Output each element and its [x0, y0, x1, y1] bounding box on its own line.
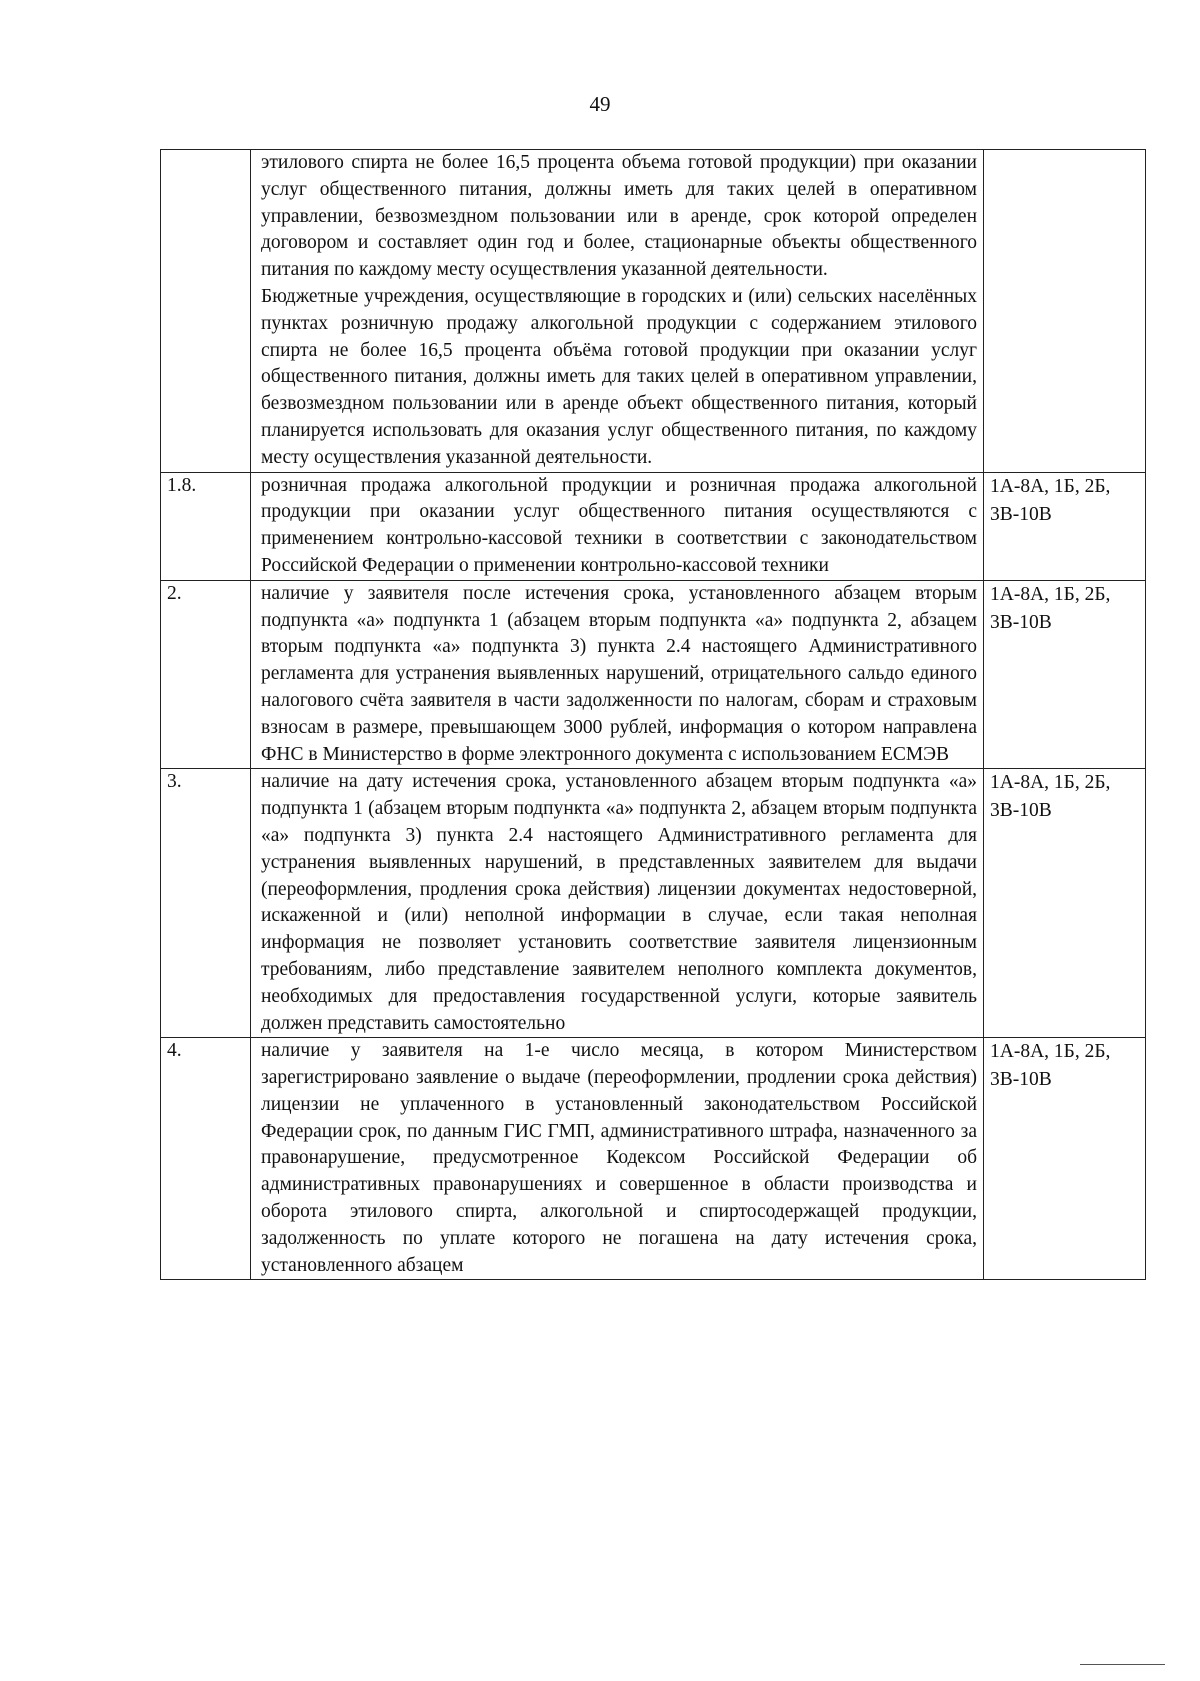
page-number: 49: [589, 92, 611, 116]
requirements-table: [160, 149, 1146, 1280]
row-codes-cell: [984, 472, 1146, 580]
row-code: 3В-10В: [990, 503, 1052, 525]
row-codes-cell: [984, 769, 1146, 1038]
row-code: 3В-10В: [990, 800, 1052, 822]
row-number-cell: [161, 150, 251, 473]
row-code: 3В-10В: [990, 611, 1052, 633]
row-text-cell: [251, 150, 984, 473]
table-row: [161, 472, 1146, 580]
row-code: 1А-8А, 1Б, 2Б,: [990, 772, 1111, 794]
table-body: [161, 150, 1146, 1280]
row-codes-cell: [984, 1038, 1146, 1280]
row-paragraph: этилового спирта не более 16,5 процента объема готовой продукции) при оказании услуг общественного питания, должны иметь для таких целей в оперативном управлении, безвозмездном пользовании или в аренде, срок которой определен договором и составляет один год и более, стационарные объекты общественного питания по каждому месту осуществления указанной деятельности.: [261, 152, 977, 281]
row-codes-cell: [984, 580, 1146, 769]
table-row: [161, 580, 1146, 769]
row-number-cell: [161, 580, 251, 769]
row-code: 1А-8А, 1Б, 2Б,: [990, 1041, 1111, 1063]
row-paragraph: наличие у заявителя после истечения срока, установленного абзацем вторым подпункта «а» подпункта 1 (абзацем вторым подпункта «а» подпункта 2, абзацем вторым подпункта «а» подпункта 3) пункта 2.4 настоящего Административного регламента для устранения выявленных нарушений, отрицательного сальдо единого налогового счёта заявителя в части задолженности по налогам, сборам и страховым взносам в размере, превышающем 3000 рублей, информация о котором направлена ФНС в Министерство в форме электронного документа с использованием ЕСМЭВ: [261, 582, 977, 765]
row-text-cell: [251, 472, 984, 580]
row-number: 2.: [167, 582, 182, 604]
row-text-cell: [251, 769, 984, 1038]
table-row: [161, 769, 1146, 1038]
footer-rule: [1080, 1664, 1165, 1665]
row-code: 1А-8А, 1Б, 2Б,: [990, 583, 1111, 605]
row-codes-cell: [984, 150, 1146, 473]
row-number: 4.: [167, 1040, 182, 1062]
row-number: 3.: [167, 771, 182, 793]
row-paragraph: наличие на дату истечения срока, установленного абзацем вторым подпункта «а» подпункта 1 (абзацем вторым подпункта «а» подпункта 2, абзацем вторым подпункта «а» подпункта 3) пункта 2.4 настоящего Административного регламента для устранения выявленных нарушений, в представленных заявителем для выдачи (переоформления, продления срока действия) лицензии документах недостоверной, искаженной и (или) неполной информации в случае, если такая неполная информация не позволяет установить соответствие заявителя лицензионным требованиям, либо представление заявителем неполного комплекта документов, необходимых для предоставления государственной услуги, которые заявитель должен представить самостоятельно: [261, 771, 977, 1034]
row-number-cell: [161, 472, 251, 580]
row-text-cell: [251, 580, 984, 769]
row-number: 1.8.: [167, 474, 197, 496]
row-paragraph: Бюджетные учреждения, осуществляющие в городских и (или) сельских населённых пунктах розничную продажу алкогольной продукции с содержанием этилового спирта не более 16,5 процента объёма готовой продукции при оказании услуг общественного питания, должны иметь для таких целей в оперативном управлении, безвозмездном пользовании или в аренде объект общественного питания, который планируется использовать для оказания услуг общественного питания, по каждому месту осуществления указанной деятельности.: [261, 285, 977, 468]
row-code: 1А-8А, 1Б, 2Б,: [990, 475, 1111, 497]
row-text-cell: [251, 1038, 984, 1280]
row-code: 3В-10В: [990, 1069, 1052, 1091]
row-paragraph: розничная продажа алкогольной продукции и розничная продажа алкогольной продукции при оказании услуг общественного питания осуществляются с применением контрольно-кассовой техники в соответствии с законодательством Российской Федерации о применении контрольно-кассовой техники: [261, 474, 977, 576]
row-paragraph: наличие у заявителя на 1-е число месяца, в котором Министерством зарегистрировано заявление о выдаче (переоформлении, продлении срока действия) лицензии не уплаченного в установленный законодательством Российской Федерации срок, по данным ГИС ГМП, административного штрафа, назначенного за правонарушение, предусмотренное Кодексом Российской Федерации об административных правонарушениях и совершенное в области производства и оборота этилового спирта, алкогольной и спиртосодержащей продукции, задолженность по уплате которого не погашена на дату истечения срока, установленного абзацем: [261, 1040, 977, 1276]
row-number-cell: [161, 1038, 251, 1280]
row-number-cell: [161, 769, 251, 1038]
table-row: [161, 1038, 1146, 1280]
table-row: [161, 150, 1146, 473]
